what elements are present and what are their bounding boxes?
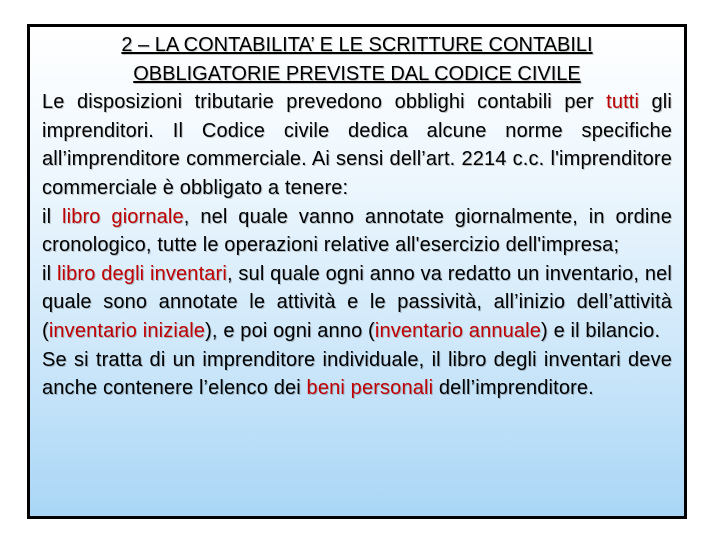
title-line-1: 2 – LA CONTABILITA’ E LE SCRITTURE CONTABILI bbox=[121, 34, 593, 56]
paragraph-individuale-text-2: dell’imprenditore. bbox=[433, 377, 594, 400]
paragraph-inventari-text-1: il bbox=[42, 262, 57, 285]
paragraph-inventari-text-3: ), e poi ogni anno ( bbox=[205, 319, 375, 342]
paragraph-imprenditore-individuale bbox=[42, 346, 672, 403]
paragraph-giornale-text-1: il bbox=[42, 205, 63, 228]
highlight-beni-personali: beni personali bbox=[306, 377, 434, 400]
paragraph-libro-giornale bbox=[42, 203, 672, 260]
paragraph-inventari-text-4: ) e il bilancio. bbox=[541, 319, 661, 342]
paragraph-giornale-text-2: , nel quale vanno annotate giornalmente, in ordine cronologico, tutte le operazioni relative all'esercizio dell'impresa; bbox=[42, 205, 672, 257]
paragraph-intro bbox=[42, 88, 672, 202]
paragraph-individuale-text-1: Se si tratta di un imprenditore individuale, il libro degli inventari deve anche contenere l’elenco dei bbox=[42, 348, 672, 400]
slide-title bbox=[42, 31, 672, 88]
paragraph-intro-text-2: gli imprenditori. Il Codice civile dedica alcune norme specifiche all’imprenditore commerciale. Ai sensi dell’art. 2214 c.c. l'imprenditore commerciale è obbligato a tenere: bbox=[42, 91, 672, 199]
slide-content-box bbox=[27, 24, 687, 519]
highlight-inventario-annuale: inventario annuale bbox=[374, 319, 542, 342]
highlight-libro-degli-inventari: libro degli inventari bbox=[56, 262, 227, 285]
highlight-libro-giornale: libro giornale bbox=[62, 205, 184, 228]
paragraph-intro-text-1: Le disposizioni tributarie prevedono obblighi contabili per bbox=[42, 91, 607, 114]
paragraph-inventari-text-2: , sul quale ogni anno va redatto un inventario, nel quale sono annotate le attività e le passività, all’inizio dell’attività ( bbox=[42, 262, 672, 342]
highlight-tutti: tutti bbox=[606, 91, 640, 114]
highlight-inventario-iniziale: inventario iniziale bbox=[48, 319, 206, 342]
title-line-2: OBBLIGATORIE PREVISTE DAL CODICE CIVILE bbox=[133, 62, 581, 85]
paragraph-libro-inventari bbox=[42, 260, 672, 346]
